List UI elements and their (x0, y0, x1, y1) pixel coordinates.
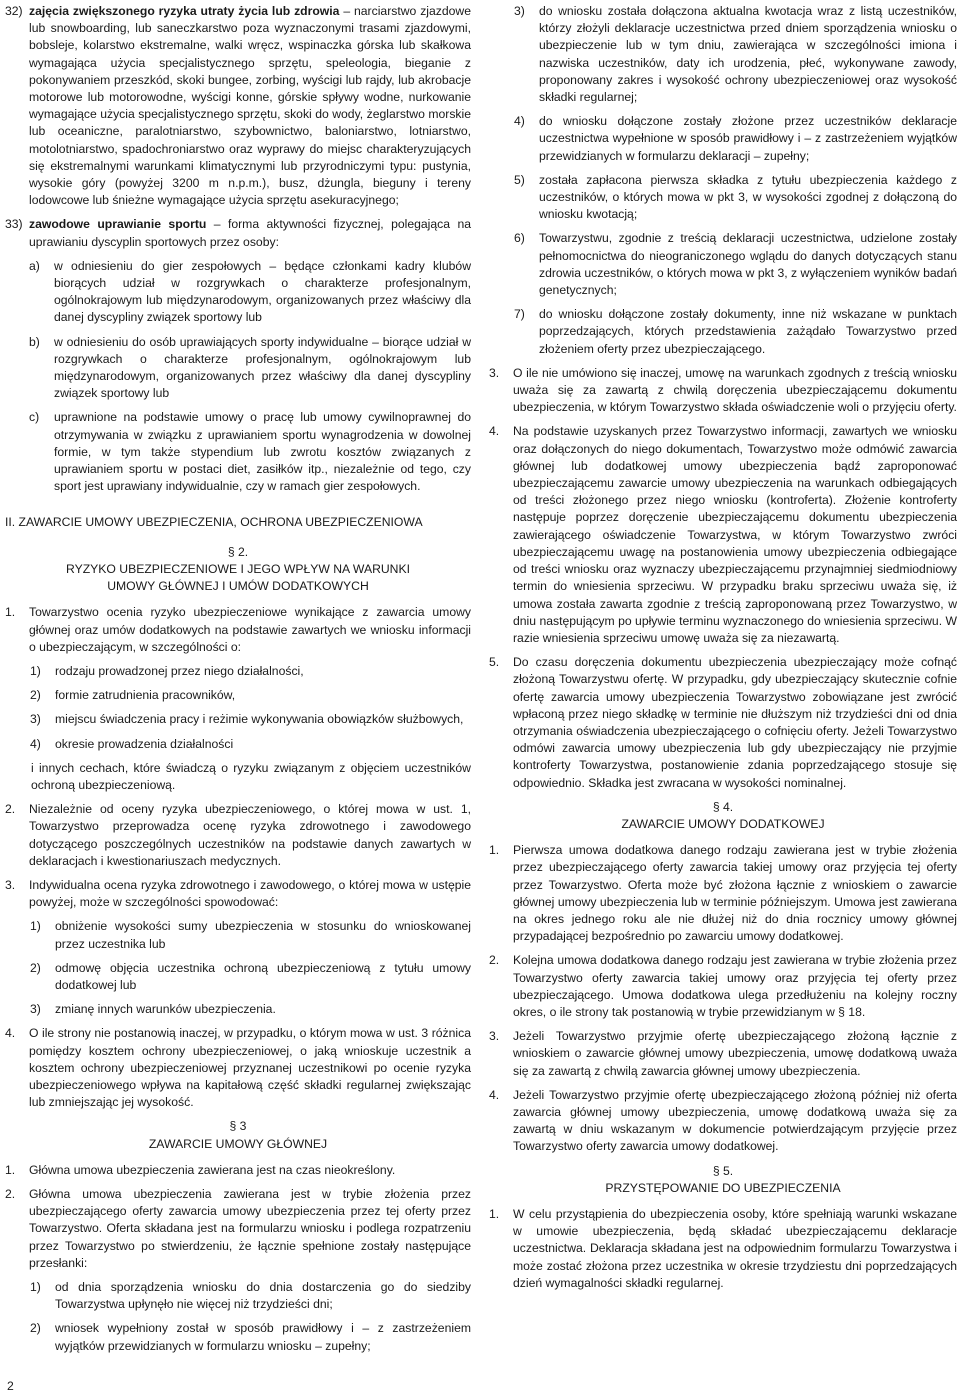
numbered-clause (5, 801, 471, 870)
enumerated-point (5, 1279, 471, 1313)
item-number: 33) (5, 217, 23, 232)
paragraph-heading: RYZYKO UBEZPIECZENIOWE I JEGO WPŁYW NA WARUNKI (66, 561, 410, 576)
spacer (5, 502, 471, 514)
item-number: 4. (489, 424, 500, 439)
item-text: została zapłacona pierwsza składka z tytułu ubezpieczenia każdego z uczestników, o których mowa w pkt 3, w wysokości zgodnej z dołączoną do wniosku kwotacją; (539, 172, 957, 222)
item-text: w odniesieniu do gier zespołowych – będące członkami kadry klubów biorących udział w rozgrywkach o charakterze profesjonalnym, ogólnokrajowym lub międzynarodowym, organizowanych przez właściwy dla danej dyscypliny związek sportowy lub (54, 258, 471, 325)
item-number: 2) (30, 960, 41, 975)
section-heading: II. ZAWARCIE UMOWY UBEZPIECZENIA, OCHRONA UBEZPIECZENIOWA (5, 515, 423, 530)
item-number: 3) (514, 4, 525, 18)
item-number: 1) (30, 1280, 41, 1294)
numbered-clause (5, 1186, 471, 1272)
item-text: Kolejna umowa dodatkowa danego rodzaju jest zawierana w trybie złożenia przez Towarzystwo oferty zawarcia takiej umowy oraz przyjęcia tej oferty przez ubezpieczającego. Umowa dodatkowa ulega przedłużeniu na kolejny roczny okres, o ile strony tak postanowią w trybie przewidzianym w § 18. (513, 953, 957, 1019)
right-column (489, 3, 957, 1299)
paragraph-heading: § 4. (712, 799, 734, 814)
item-number: 32) (5, 4, 23, 18)
defined-term: zawodowe uprawianie sportu (29, 217, 207, 232)
page-number: 2 (7, 1379, 14, 1393)
paragraph-heading: UMOWY GŁÓWNEJ I UMÓW DODATKOWYCH (107, 579, 369, 594)
numbered-clause (489, 952, 957, 1021)
numbered-clause (5, 604, 471, 656)
item-number: 4. (5, 1026, 16, 1041)
enumerated-point (489, 113, 957, 165)
spacer (5, 532, 471, 544)
item-text: formie zatrudnienia pracowników, (55, 688, 236, 703)
item-text: w odniesieniu do osób uprawiających sporty indywidualne – biorące udział w rozgrywkach o charakterze profesjonalnym, ogólnokrajowym lub międzynarodowym, organizowanych przez właściwy dla danej dyscypliny związek sportowy lub (54, 334, 471, 401)
paragraph-heading: ZAWARCIE UMOWY DODATKOWEJ (621, 816, 825, 831)
item-number: b) (29, 334, 40, 349)
item-text: Główna umowa ubezpieczenia zawierana jest na czas nieokreślony. (29, 1162, 396, 1177)
item-text: uprawnione na podstawie umowy o pracę lub umowy cywilnoprawnej do otrzymywania w związku z uprawianiem sportu wynagrodzenia w dowolnej formie, w tym także stypendium lub zwrotu kosztów związanych z uprawianiem sportu w postaci diet, zasiłków itp., niezależnie od tego, czy sport jest uprawiany indywidualnie, czy w ramach gier zespołowych. (54, 410, 471, 494)
item-number: 2. (489, 953, 500, 968)
item-text: Do czasu doręczenia dokumentu ubezpieczenia ubezpieczający może cofnąć złożoną Towarzystwu ofertę. W przypadku, gdy ubezpieczający skutecznie cofnie ofertę zawarcia umowy ubezpieczenia Towarzystwo zobowiązane jest zwrócić wpłaconą przez niego składkę w terminie nie dłuższym niż trzydzieści dni od dnia otrzymania oświadczenia ubezpieczającego o cofnięciu oferty. Jeżeli Towarzystwo odmówi zawarcia umowy ubezpieczenia lub gdy ubezpieczający nie przyjmie kontroferty Towarzystwa, postanowienie zdania poprzedzającego stosuje się odpowiednio. Składka jest zwracana w wysokości nominalnej. (513, 655, 957, 790)
numbered-clause (489, 654, 957, 792)
enumerated-point (5, 1001, 471, 1018)
item-number: 3. (489, 365, 500, 380)
enumerated-point (489, 3, 957, 106)
item-text: okresie prowadzenia działalności (55, 736, 234, 751)
item-number: 1. (489, 1207, 500, 1221)
item-number: 3. (5, 877, 16, 892)
item-number: 2. (5, 802, 16, 817)
sub-item (5, 334, 471, 403)
item-text: Główna umowa ubezpieczenia zawierana jest w trybie złożenia przez ubezpieczającego oferty zawarcia umowy ubezpieczenia przez tej oferty przez Towarzystwo. Oferta składana jest na formularzu wniosku i podlega rozpatrzeniu przez Towarzystwo po stwierdzeniu, że łącznie spełnione zostały następujące przesłanki: (29, 1186, 471, 1270)
numbered-clause (489, 1206, 957, 1292)
enumerated-point (5, 960, 471, 994)
numbered-clause (489, 842, 957, 945)
item-text: W celu przystąpienia do ubezpieczenia osoby, które spełniają warunki wskazane w umowie ubezpieczenia, będą składać ubezpieczającemu deklaracje uczestnictwa. Deklaracja składana jest na odpowiednim formularzu Towarzystwa i może zostać złożona przez uczestnika w okresie trzydziestu dni poprzedzających dzień wymagalności składki regularnej. (513, 1207, 957, 1290)
item-number: 2. (5, 1186, 16, 1201)
item-text: – narciarstwo zjazdowe lub snowboarding, lub saneczkarstwo poza wyznaczonymi trasami zjazdowymi, bobsleje, kolarstwo ekstremalne, walki wręcz, wspinaczka górska lub skałkowa wymagająca użycia specjalistycznego sprzętu, speleologia, bieganie z pokonywaniem przeszkód, skoki bungee, zorbing, wyścigi lub rajdy, lub akrobacje motorowe lub motorowodne, wyścigi konne, górskie spływy wodne, nurkowanie wymagające użycia specjalistycznego sprzętu, skoki do wody, żeglarstwo morskie lub oceaniczne, paralotniarstwo, szybownictwo, baloniarstwo, lotniarstwo, motolotniarstwo, spadochroniarstwo oraz wyprawy do miejsc charakteryzujących się ekstremalnymi warunkami klimatycznymi lub przyrodniczymi typu: pustynia, wysokie góry (powyżej 3200 m n.p.m.), busz, dżungla, bieguny i tereny lodowcowe lub śnieżne wymagające użycia sprzętu asekuracyjnego; (29, 4, 472, 208)
item-number: 5) (514, 172, 525, 187)
item-text: O ile nie umówiono się inaczej, umowę na warunkach zgodnych z treścią wniosku uważa się za zawartą z chwilą doręczenia ubezpieczającemu dokumentu ubezpieczenia, w którym Towarzystwo składa oświadczenie woli o przyjęciu oferty. (513, 365, 957, 415)
item-number: 2) (30, 1321, 41, 1336)
item-text: Pierwsza umowa dodatkowa danego rodzaju zawierana jest w trybie złożenia przez ubezpieczającego oferty zawarcia takiej umowy oraz przyjęcia tej oferty przez Towarzystwo. Oferta może być złożona łącznie z wnioskiem o zawarcie głównej umowy ubezpieczenia lub w terminie późniejszym. Umowa jest zawierana na okres jednego roku ale nie dłużej niż do dnia rocznicy umowy głównej przypadającej bezpośrednio po zawarciu umowy dodatkowej. (513, 843, 957, 944)
enumerated-point (5, 711, 471, 728)
numbered-clause (489, 1028, 957, 1080)
paragraph-heading: § 3 (229, 1119, 247, 1134)
item-text: od dnia sporządzenia wniosku do dnia dostarczenia go do siedziby Towarzystwa upłynęło nie więcej niż trzydzieści dni; (55, 1280, 471, 1312)
item-number: 3) (30, 712, 41, 727)
item-text: Niezależnie od oceny ryzyka ubezpieczeniowego, o której mowa w ust. 1, Towarzystwo przeprowadza ocenę ryzyka zdrowotnego i zawodowego dotyczącego poszczególnych uczestników na podstawie danych zawartych w deklaracjach i kwestionariuszach medycznych. (29, 802, 471, 868)
item-number: c) (29, 410, 40, 425)
enumerated-point (489, 306, 957, 358)
item-number: 4) (514, 114, 525, 129)
item-text: Jeżeli Towarzystwo przyjmie ofertę ubezpieczającego złożoną łącznie z wnioskiem o zawarcie głównej umowy ubezpieczenia, umowę dodatkową uważa się za zawartą z chwilą zawarcia głównej umowy ubezpieczenia. (513, 1029, 957, 1078)
item-text: obniżenie wysokości sumy ubezpieczenia w stosunku do wnioskowanej przez uczestnika lub (55, 919, 471, 951)
definition-item (5, 216, 471, 250)
item-text: miejscu świadczenia pracy i reżimie wykonywania obowiązków służbowych, (55, 712, 464, 727)
item-number: 1. (5, 605, 16, 620)
enumerated-point (5, 663, 471, 680)
item-text: zmianę innych warunków ubezpieczenia. (55, 1002, 276, 1017)
item-number: 1) (30, 919, 41, 934)
item-number: 2) (30, 688, 41, 703)
item-text: Jeżeli Towarzystwo przyjmie ofertę ubezpieczającego złożoną później niż oferta zawarcia głównej umowy ubezpieczenia, umowę dodatkową uważa się za zawartą w dniu wskazanym w dokumencie potwierdzającym przyjęcie przez Towarzystwo oferty zawarcia umowy dodatkowej. (513, 1087, 957, 1154)
item-text: Towarzystwo ocenia ryzyko ubezpieczeniowe wynikające z zawarcia umowy głównej oraz umów dodatkowych na podstawie zawartych we wniosku informacji o ubezpieczającym, w szczególności o: (29, 605, 471, 654)
enumerated-point (489, 230, 957, 299)
item-text: do wniosku dołączone zostały złożone przez uczestników deklaracje uczestnictwa wypełnione w sposób prawidłowy i – z zastrzeżeniem wyjątków przewidzianych w formularzu deklaracji – zupełny; (539, 114, 957, 163)
paragraph-text: i innych cechach, które świadczą o ryzyku związanym z objęciem uczestników ochroną ubezpieczeniową. (31, 760, 471, 792)
numbered-clause (5, 877, 471, 911)
item-number: 4) (30, 736, 41, 751)
paragraph-heading: § 5. (712, 1163, 734, 1178)
item-text: wniosek wypełniony został w sposób prawidłowy i – z zastrzeżeniem wyjątków przewidzianych w formularzu wniosku – zupełny; (55, 1321, 471, 1353)
numbered-clause (5, 1025, 471, 1111)
paragraph-heading: § 2. (227, 544, 249, 559)
item-text: O ile strony nie postanowią inaczej, w przypadku, o którym mowa w ust. 3 różnica pomiędzy kosztem ochrony ubezpieczeniowej, o jaką wnioskuje uczestnik a kosztem ochrony ubezpieczeniowej przyznanej uczestnikowi po ocenie ryzyka ubezpieczeniowego wpływa na kapitałową część składki regularnej zwiększając lub zmniejszając jej wysokość. (29, 1026, 471, 1110)
paragraph-heading: ZAWARCIE UMOWY GŁÓWNEJ (148, 1136, 328, 1151)
definition-item (5, 3, 471, 209)
sub-item (5, 258, 471, 327)
enumerated-point (5, 687, 471, 704)
item-number: a) (29, 258, 40, 273)
item-number: 6) (514, 231, 525, 246)
item-number: 5. (489, 655, 500, 670)
enumerated-point (5, 736, 471, 753)
enumerated-point (489, 172, 957, 224)
paragraph-heading: PRZYSTĘPOWANIE DO UBEZPIECZENIA (605, 1180, 841, 1195)
item-text: do wniosku została dołączona aktualna kwotacja wraz z listą uczestników, którzy złożyli deklaracje uczestnictwa przed dniem sporządzenia wniosku o ubezpieczenie lub w tym dniu, zawierająca w szczególności imiona i nazwiska uczestników, daty ich urodzenia, płeć, wykonywane zawody, proponowany zakres i wysokość ochrony ubezpieczeniowej oraz wysokość składki regularnej; (539, 4, 957, 105)
item-number: 3. (489, 1029, 500, 1044)
enumerated-point (5, 918, 471, 952)
item-text: Towarzystwu, zgodnie z treścią deklaracji uczestnictwa, udzielone zostały pełnomocnictwa do nieograniczonego wglądu do danych dotyczących stanu zdrowia uczestników, o których mowa w pkt 3, z wyłączeniem wyników badań genetycznych; (539, 231, 957, 298)
item-text: Na podstawie uzyskanych przez Towarzystwo informacji, zawartych we wniosku oraz dołączonych do niego dokumentach, Towarzystwo może odmówić zawarcia głównej lub dodatkowej umowy ubezpieczenia bądź zaproponować ubezpieczającemu zawarcie umowy ubezpieczenia na warunkach odbiegających od treści złożonego przez niego wniosku (kontroferta). Złożenie kontroferty następuje poprzez doręczenie ubezpieczającemu dokumentu ubezpieczenia zawierającego oświadczenie Towarzystwa, w którym Towarzystwo zwróci ubezpieczającemu uwagę na postanowienia umowy ubezpieczenia odbiegające od treści wniosku oraz wyznaczy ubezpieczającemu przynajmniej siedmiodniowy termin do wniesienia sprzeciwu. W przypadku braku sprzeciwu uważa się, iż umowa została zawarta zgodnie z treścią zaproponowaną przez Towarzystwo, w dniu następującym po upływie terminu wyznaczonego do wniesienia sprzeciwu. W razie wniesienia sprzeciwu umowę uważa się za niezawartą. (513, 424, 957, 645)
item-number: 7) (514, 307, 525, 322)
item-number: 1. (489, 843, 500, 858)
item-text: do wniosku dołączone zostały dokumenty, inne niż wskazane w punktach poprzedzających, których przedstawienia zażądało Towarzystwo przed złożeniem oferty przez ubezpieczającego. (539, 307, 957, 356)
numbered-clause (489, 423, 957, 647)
item-text: rodzaju prowadzonej przez niego działalności, (55, 663, 304, 678)
item-number: 1. (5, 1162, 16, 1177)
sub-item (5, 409, 471, 495)
numbered-clause (489, 365, 957, 417)
defined-term: zajęcia zwiększonego ryzyka utraty życia lub zdrowia (29, 4, 340, 18)
item-number: 3) (30, 1002, 41, 1017)
numbered-clause (5, 1162, 471, 1179)
item-number: 1) (30, 663, 41, 678)
item-text: – forma aktywności fizycznej, polegająca na uprawianiu dyscyplin sportowych przez osoby: (29, 217, 472, 249)
item-text: odmowę objęcia uczestnika ochroną ubezpieczeniową z tytułu umowy dodatkowej lub (55, 960, 471, 992)
enumerated-point (5, 1320, 471, 1354)
item-text: Indywidualna ocena ryzyka zdrowotnego i zawodowego, o której mowa w ustępie powyżej, może w szczególności spowodować: (29, 877, 471, 910)
item-number: 4. (489, 1087, 500, 1102)
left-column (5, 3, 471, 1362)
numbered-clause (489, 1087, 957, 1156)
